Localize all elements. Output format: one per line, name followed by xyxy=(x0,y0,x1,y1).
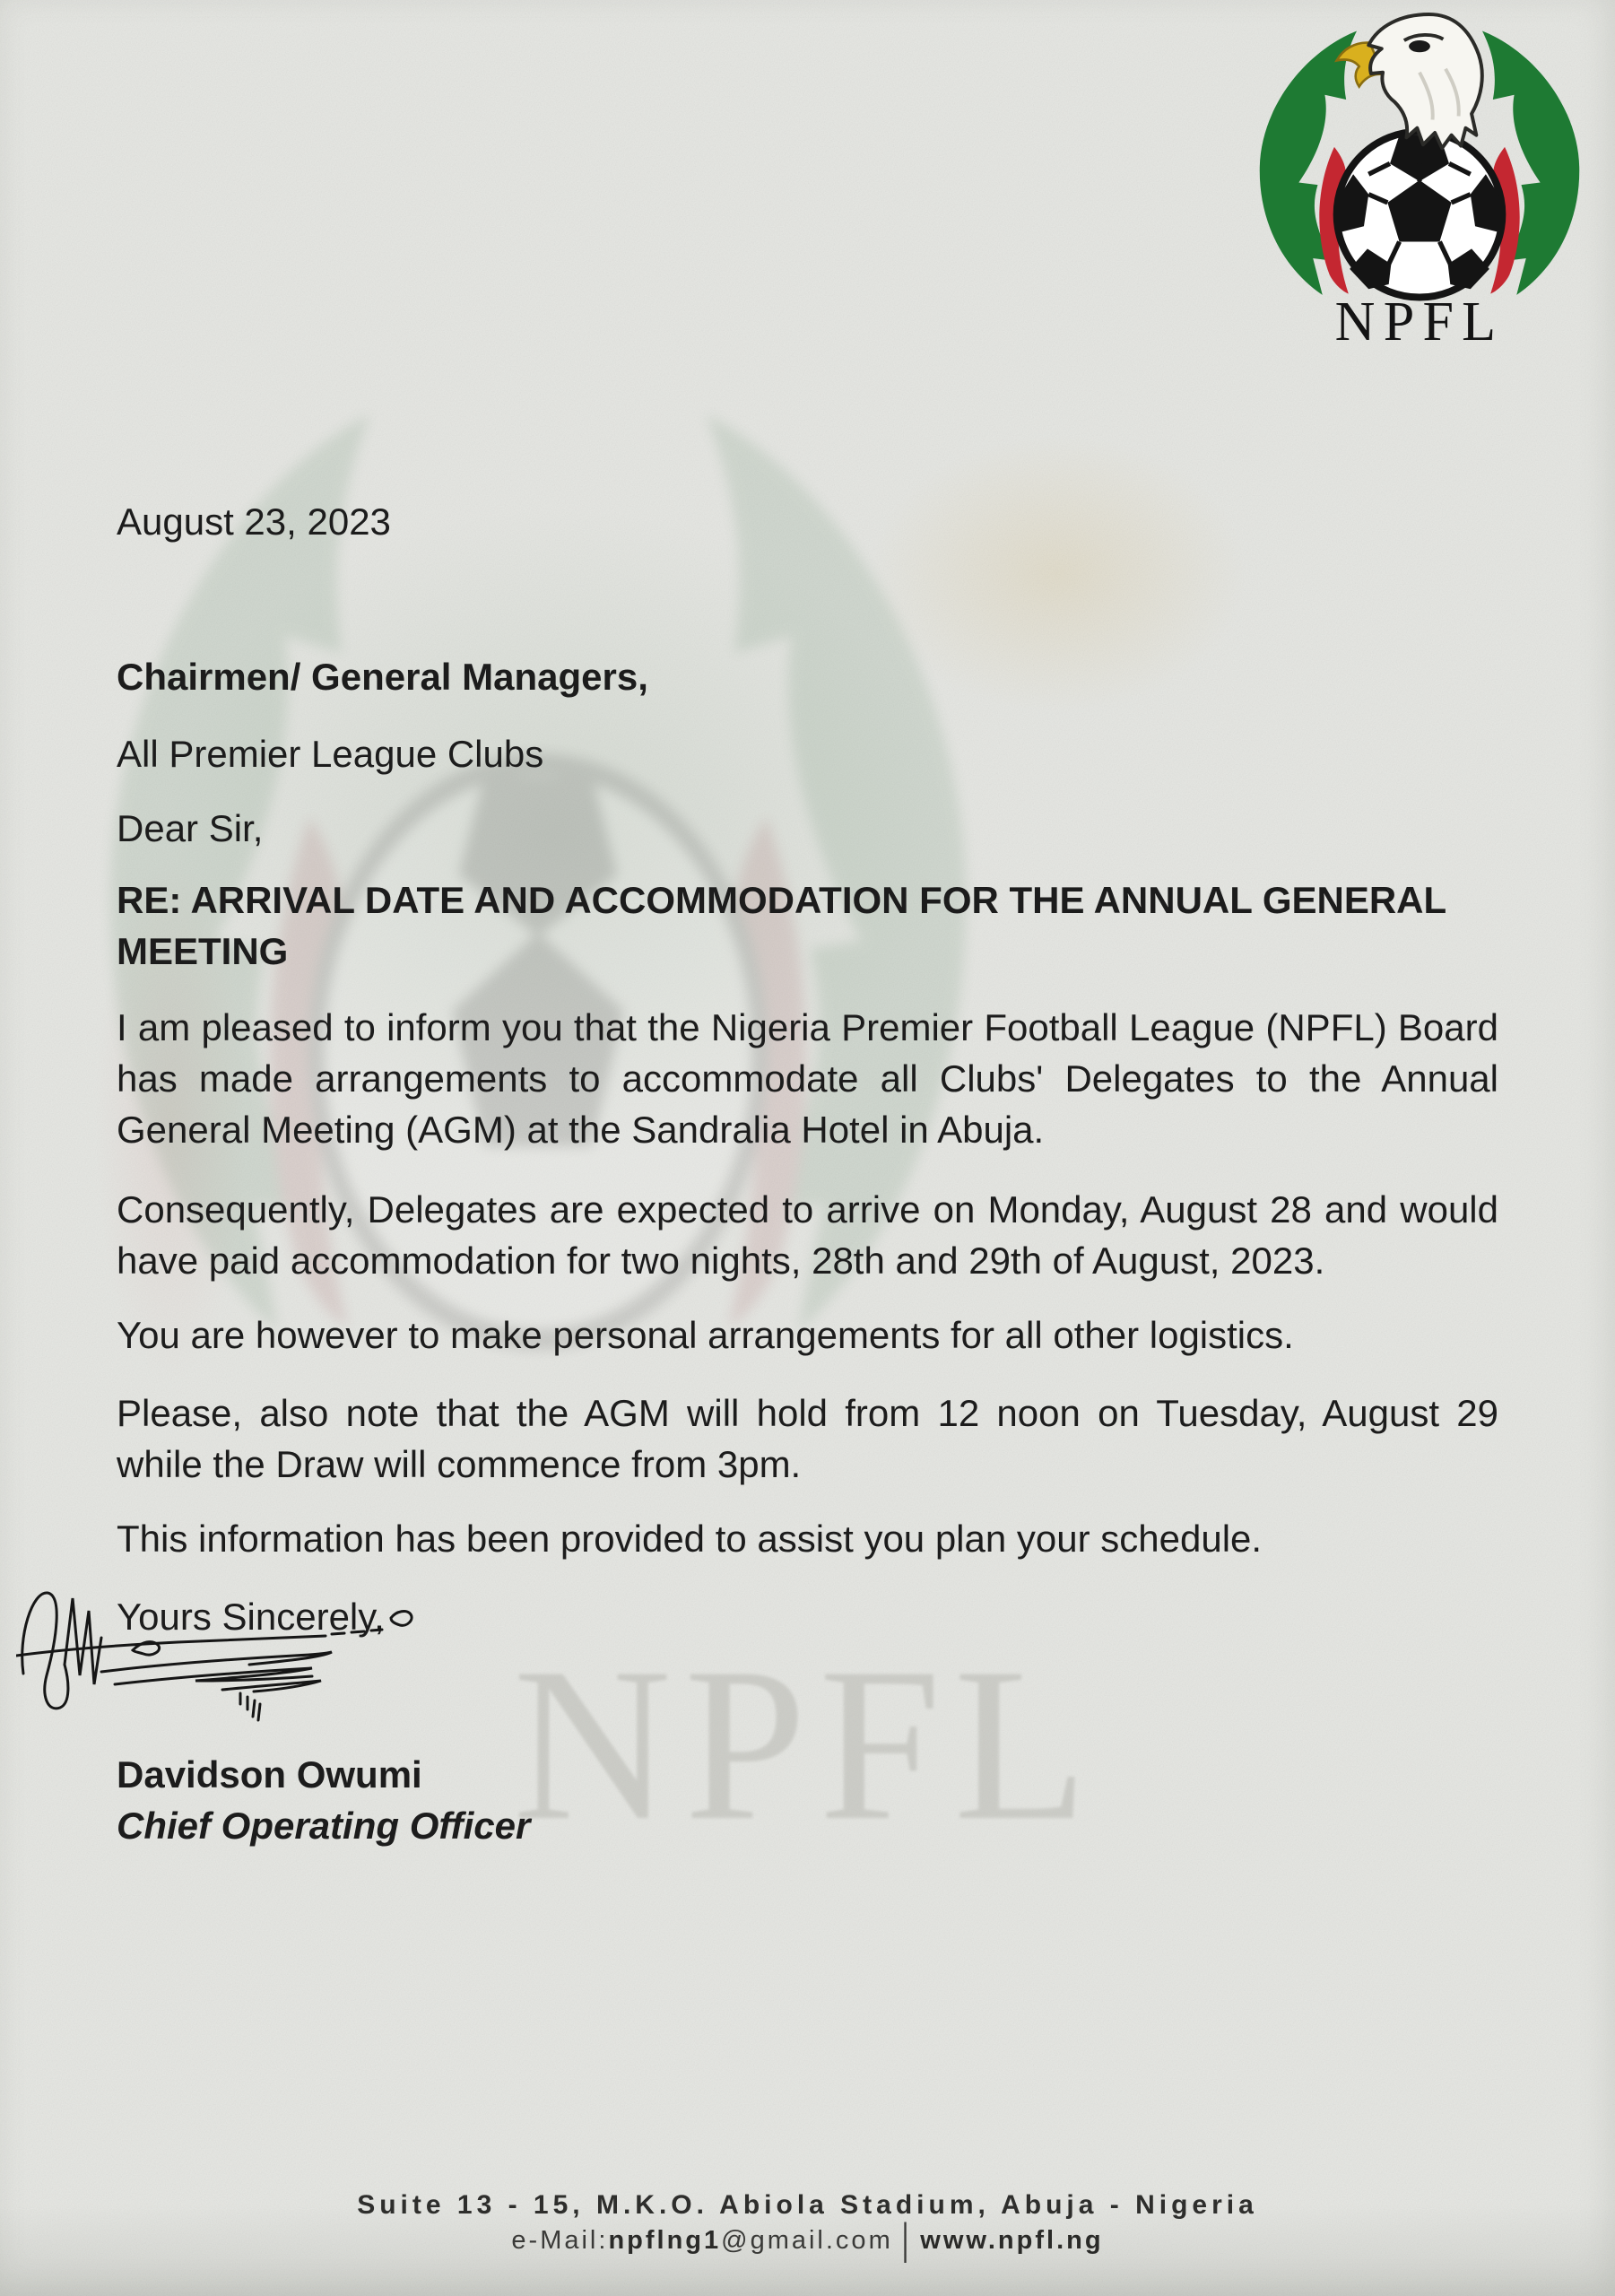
paragraph-3: You are however to make personal arrangements for all other logistics. xyxy=(117,1314,1294,1356)
recipient-line-2: All Premier League Clubs xyxy=(117,733,544,775)
signature xyxy=(16,1584,429,1727)
subject-line: RE: ARRIVAL DATE AND ACCOMMODATION FOR THE ANNUAL GENERAL MEETING xyxy=(117,879,1446,972)
letter-body xyxy=(117,0,1498,1851)
footer xyxy=(0,2190,1615,2265)
email-label: e-Mail: xyxy=(511,2226,609,2255)
paragraph-5: This information has been provided to assist you plan your schedule. xyxy=(117,1518,1263,1560)
salutation: Dear Sir, xyxy=(117,807,264,849)
email-domain: @gmail.com xyxy=(721,2226,893,2255)
website: www.npfl.ng xyxy=(920,2226,1104,2255)
logo-wordmark: NPFL xyxy=(1334,291,1505,351)
signatory-name: Davidson Owumi xyxy=(117,1753,422,1796)
paragraph-2: Consequently, Delegates are expected to arrive on Monday, August 28 and would have paid accommodation for two nights, 28th and 29th of August, 2023. xyxy=(117,1188,1498,1282)
recipient-line-1: Chairmen/ General Managers, xyxy=(117,656,648,698)
footer-contact-line xyxy=(0,2215,1615,2265)
signatory-title: Chief Operating Officer xyxy=(117,1805,531,1847)
separator-bar: | xyxy=(901,2215,912,2265)
paragraph-1: I am pleased to inform you that the Nigeria Premier Football League (NPFL) Board has made arrangements to accommodate all Clubs' Delegates to the Annual General Meeting (AGM) at the Sandralia Hotel in Abuja. xyxy=(117,1006,1498,1151)
watermark-text: NPFL xyxy=(513,1622,1101,1866)
closing: Yours Sincerely, xyxy=(117,1596,385,1638)
footer-address: Suite 13 - 15, M.K.O. Abiola Stadium, Abuja - Nigeria xyxy=(357,2190,1258,2220)
letter-date: August 23, 2023 xyxy=(117,500,391,543)
email-user: npflng1 xyxy=(608,2226,722,2255)
paragraph-4: Please, also note that the AGM will hold from 12 noon on Tuesday, August 29 while the Draw will commence from 3pm. xyxy=(117,1392,1498,1485)
